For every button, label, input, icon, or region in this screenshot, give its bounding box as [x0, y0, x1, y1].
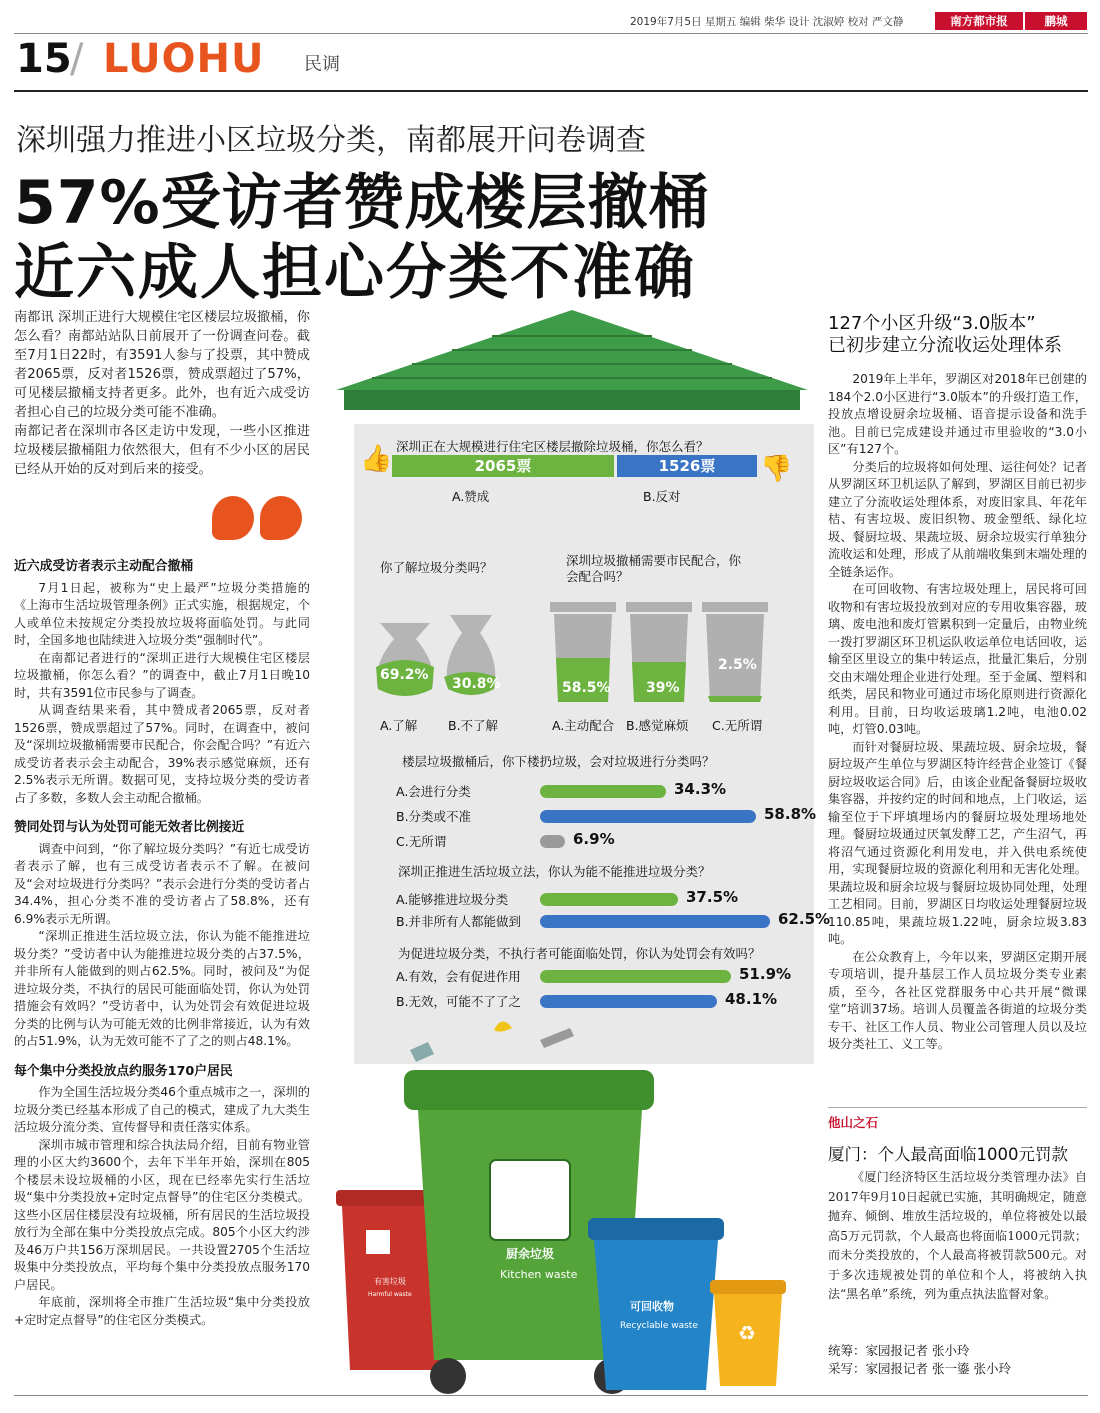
credit-line-2: 采写：家园报记者 张一鎏 张小玲	[828, 1361, 1011, 1376]
q1-bar-b: 1526票	[617, 455, 757, 477]
q5-label: B.并非所有人都能做到	[396, 914, 522, 929]
q6-pct: 51.9%	[739, 965, 792, 983]
subhead-2: 赞同处罚与认为处罚可能无效者比例接近	[14, 820, 245, 835]
dateline: 2019年7月5日 星期五 编辑 柴华 设计 沈淑婷 校对 严文静	[630, 16, 904, 28]
q2-label-b: B.不了解	[448, 718, 499, 733]
right-subhead-line2: 已初步建立分流收运处理体系	[828, 335, 1062, 356]
q4-label: C.无所谓	[396, 834, 447, 849]
top-rule	[14, 33, 1088, 34]
q5-pct: 62.5%	[778, 910, 831, 928]
q4-row	[396, 830, 806, 855]
q4-row	[396, 805, 817, 830]
q5-bar	[540, 915, 770, 928]
col1-s2-p2: “深圳正推进生活垃圾立法，你认为能不能推进垃圾分类？”受访者中认为能推进垃圾分类的占37.5%，并非所有人能做到的则占62.5%。同时，被问及“为促进垃圾分类，不执行的居民可能面临处罚，你认为处罚措施会有效吗？”受访者中，认为处罚会有效促进垃圾分类的比例与认为可能无效的比例非常接近，认为有效的占51.9%，认为无效可能不了了之的则占48.1%。	[14, 929, 310, 1048]
col1-s2-p1: 调查中问到，“你了解垃圾分类吗？”有近七成受访者表示了解，也有三成受访者表示不了解。在被问及“会对垃圾进行分类吗？”表示会进行分类的受访者占34.4%，担心分类不准的受访者占了58.8%，还有6.9%表示无所谓。	[14, 841, 310, 926]
lead-p1: 南都讯 深圳正进行大规模住宅区楼层垃圾撤桶，你怎么看？南都站站队日前展开了一份调查问卷。截至7月1日22时，有3591人参与了投票，其中赞成者2065票，反对者1526票，赞成票超过了57%，可见楼层撤桶支持者更多。此外，也有近六成受访者担心自己的垃圾分类可能不准确。	[14, 310, 310, 420]
q1-bar-a: 2065票	[392, 455, 614, 477]
q3-question: 深圳垃圾撤桶需要市民配合，你会配合吗？	[566, 553, 742, 584]
recycle-bin-label: 可回收物	[630, 1300, 674, 1313]
q3-label-c: C.无所谓	[712, 718, 763, 733]
q5-pct: 37.5%	[686, 888, 739, 906]
col1-s3-p1: 作为全国生活垃圾分类46个重点城市之一，深圳的垃圾分类已经基本形成了自己的模式，建成了九大类生活垃圾分流分类、宣传督导和责任落实体系。	[14, 1085, 310, 1134]
q2-pct-a: 69.2%	[380, 667, 429, 683]
col1-s3-p2: 深圳市城市管理和综合执法局介绍，目前有物业管理的小区大约3600个，去年下半年开始，深圳在805个楼层未设垃圾桶的小区，现在已经率先实行生活垃圾“集中分类投放+定时定点督导”的住宅区分类模式。这些小区居住楼层没有垃圾桶，所有居民的生活垃圾投放行为全部在集中分类投放点完成。805个小区大约涉及46万户共156万深圳居民。一共设置2705个生活垃圾集中分类投放点，平均每个集中分类投放点服务170户居民。	[14, 1137, 310, 1292]
q6-label: A.有效，会有促进作用	[396, 969, 521, 984]
right-p1: 2019年上半年，罗湖区对2018年已创建的184个2.0小区进行“3.0版本”的升级打造工作，投放点增设厨余垃圾桶、语音提示设备和洗手池。目前已完成建设并通过市里验收的“3.0小区”有127个。	[828, 372, 1087, 456]
q2-question: 你了解垃圾分类吗？	[380, 560, 493, 575]
q5-row	[396, 888, 806, 910]
q5-bars	[396, 888, 831, 944]
q6-bar	[540, 995, 717, 1008]
right-p3: 在可回收物、有害垃圾处理上，居民将可回收物和有害垃圾投放到对应的专用收集容器，玻璃、废电池和废灯管累积到一定量后，由物业统一拨打罗湖区环卫机运队收运单位电话回收，运输至区里设立的集中转运点，批量汇集后，分别交由末端处理企业进行处理。至于金属、塑料和纸类，居民和物业可通过市场化原则进行资源化利用。目前，日均收运玻璃1.2吨，电池0.02吨，灯管0.03吨。	[828, 582, 1087, 736]
q6-pct: 48.1%	[725, 990, 778, 1008]
q4-pct: 58.8%	[764, 805, 817, 823]
credits	[828, 1342, 1011, 1378]
col1-s1-p3: 从调查结果来看，其中赞成者2065票，反对者1526票，赞成票超过了57%。同时，在调查中，被问及“深圳垃圾撤桶需要市民配合，你会配合吗？”有近六成受访者表示会主动配合，39%表示感觉麻烦，还有2.5%表示无所谓。数据可见，支持垃圾分类的受访者占了多数，多数人会主动配合撤桶。	[14, 703, 310, 805]
q3-pct-c: 2.5%	[718, 657, 757, 673]
q6-bar	[540, 970, 731, 983]
page-number: 15	[16, 36, 72, 82]
supplement-logo: 鹏城	[1025, 12, 1087, 30]
headline-line1: 57%受访者赞成楼层撤桶	[14, 168, 710, 238]
subhead-1: 近六成受访者表示主动配合撤桶	[14, 559, 194, 574]
quote-marks-icon	[212, 496, 308, 544]
harmful-bin-label: 有害垃圾	[374, 1277, 406, 1286]
right-subhead	[828, 313, 1062, 357]
q1-question: 深圳正在大规模进行住宅区楼层撤除垃圾桶，你怎么看？	[396, 439, 709, 454]
sidebar-paragraph: 《厦门经济特区生活垃圾分类管理办法》自2017年9月10日起就已实施，其明确规定，随意抛弃、倾倒、堆放生活垃圾的，单位将被处以最高5万元罚款，个人最高也将面临1000元罚款；而未分类投放的，个人最高将被罚款500元。对于多次违规被处罚的单位和个人，将被纳入执法“黑名单”系统，列为重点执法监督对象。	[828, 1170, 1087, 1301]
kitchen-bin-label: 厨余垃圾	[506, 1247, 555, 1261]
sidebar-label: 他山之石	[828, 1115, 879, 1130]
recycle-icon: ♻	[738, 1321, 756, 1345]
q5-row	[396, 910, 831, 932]
bottom-rule	[14, 1395, 1088, 1396]
thumbs-down-icon: 👎	[760, 454, 793, 484]
right-p5: 在公众教育上，今年以来，罗湖区定期开展专项培训，提升基层工作人员垃圾分类专业素质，至今，各社区党群服务中心共开展“微课堂”培训37场。培训人员覆盖各街道的垃圾分类专干、社区工作人员、物业公司管理人员以及垃圾分类社工、义工等。	[828, 949, 1087, 1051]
col1-s1-p2: 在南都记者进行的“深圳正进行大规模住宅区楼层垃圾撤桶，你怎么看？”的调查中，截止7月1日晚10时，共有3591位市民参与了调查。	[14, 650, 310, 700]
q6-row	[396, 965, 806, 990]
q3-label-b: B.感觉麻烦	[626, 718, 689, 733]
waste-bins-graphic	[330, 1010, 830, 1400]
q3-pct-b: 39%	[646, 680, 680, 696]
q4-pct: 6.9%	[573, 830, 615, 848]
kitchen-bin-en: Kitchen waste	[500, 1268, 578, 1281]
q4-pct: 34.3%	[674, 780, 727, 798]
harmful-bin-en: Harmful waste	[368, 1291, 412, 1298]
q2-label-a: A.了解	[380, 718, 418, 733]
article-column-1	[14, 558, 310, 1329]
subhead-3: 每个集中分类投放点约服务170户居民	[14, 1063, 233, 1079]
lead-p2: 南都记者在深圳市各区走访中发现，一些小区推进垃圾楼层撤桶阻力依然很大，但有不少小区的居民已经从开始的反对到后来的接受。	[14, 424, 310, 477]
headline-line2: 近六成人担心分类不准确	[14, 238, 696, 308]
q4-label: A.会进行分类	[396, 784, 471, 799]
right-p4: 而针对餐厨垃圾、果蔬垃圾、厨余垃圾，餐厨垃圾产生单位与罗湖区特许经营企业签订《餐厨垃圾收运合同》后，由该企业配备餐厨垃圾收集容器，并按约定的时间和地点，上门收运，运输至位于下坪填埋场内的餐厨垃圾处理场地处理。餐厨垃圾通过厌氧发酵工艺，产生沼气，再将沼气通过资源化利用发电，并入供电系统使用，实现餐厨垃圾的资源化利用和无害化处理。果蔬垃圾和厨余垃圾与餐厨垃圾协同处理，处理工艺相同。目前，罗湖区日均收运处理餐厨垃圾110.85吨，果蔬垃圾1.22吨，厨余垃圾3.83吨。	[828, 739, 1087, 946]
newspaper-logo: 南方都市报	[935, 12, 1023, 30]
q4-bar	[540, 835, 565, 848]
col1-s1-p1: 7月1日起，被称为“史上最严”垃圾分类措施的《上海市生活垃圾管理条例》正式实施，根据规定，个人或单位未按规定分类投放垃圾将面临处罚。与此同时，全国多地也陆续进入垃圾分类“强制时代”。	[14, 580, 310, 647]
q4-row	[396, 780, 806, 805]
q4-question: 楼层垃圾撤桶后，你下楼扔垃圾，会对垃圾进行分类吗？	[402, 754, 715, 769]
credit-line-1: 统筹：家园报记者 张小玲	[828, 1343, 970, 1358]
q5-question: 深圳正推进生活垃圾立法，你认为能不能推进垃圾分类？	[398, 864, 711, 879]
q2-pct-b: 30.8%	[452, 676, 501, 692]
right-subhead-line1: 127个小区升级“3.0版本”	[828, 313, 1036, 334]
header-rule	[14, 90, 1088, 92]
right-p2: 分类后的垃圾将如何处理、运往何处？记者从罗湖区环卫机运队了解到，罗湖区目前已初步建立了分流收运处理体系，对废旧家具、年花年桔、有害垃圾、废旧织物、玻金塑纸、绿化垃圾、餐厨垃圾、果蔬垃圾、厨余垃圾实行单独分流收运和处理，形成了从前端收集到末端处理的全链条运作。	[828, 459, 1087, 579]
sidebar-rule	[828, 1107, 1087, 1108]
q3-pct-a: 58.5%	[562, 680, 611, 696]
col1-s3-p3: 年底前，深圳将全市推广生活垃圾“集中分类投放+定时定点督导”的住宅区分类模式。	[14, 1295, 310, 1327]
recycle-bin-en: Recyclable waste	[620, 1321, 698, 1331]
page-separator: /	[70, 36, 84, 82]
q1-label-a: A.赞成	[452, 489, 490, 504]
section-type: 民调	[304, 54, 340, 75]
q4-bar	[540, 785, 666, 798]
house-roof-graphic	[332, 306, 812, 426]
q3-label-a: A.主动配合	[552, 718, 615, 733]
q5-bar	[540, 893, 678, 906]
lead-paragraphs	[14, 308, 310, 479]
thumbs-up-icon: 👍	[360, 444, 393, 474]
section-name: LUOHU	[103, 36, 265, 82]
q6-label: B.无效，可能不了了之	[396, 994, 522, 1009]
headline-kicker: 深圳强力推进小区垃圾分类，南都展开问卷调查	[16, 123, 646, 158]
q6-question: 为促进垃圾分类，不执行者可能面临处罚，你认为处罚会有效吗？	[398, 946, 761, 961]
q4-bars	[396, 780, 817, 860]
q5-label: A.能够推进垃圾分类	[396, 892, 509, 907]
sidebar-headline: 厦门：个人最高面临1000元罚款	[828, 1145, 1068, 1164]
article-column-right	[828, 371, 1087, 1054]
q4-bar	[540, 810, 756, 823]
sidebar-body	[828, 1168, 1087, 1305]
q1-label-b: B.反对	[643, 489, 681, 504]
q4-label: B.分类或不准	[396, 809, 472, 824]
